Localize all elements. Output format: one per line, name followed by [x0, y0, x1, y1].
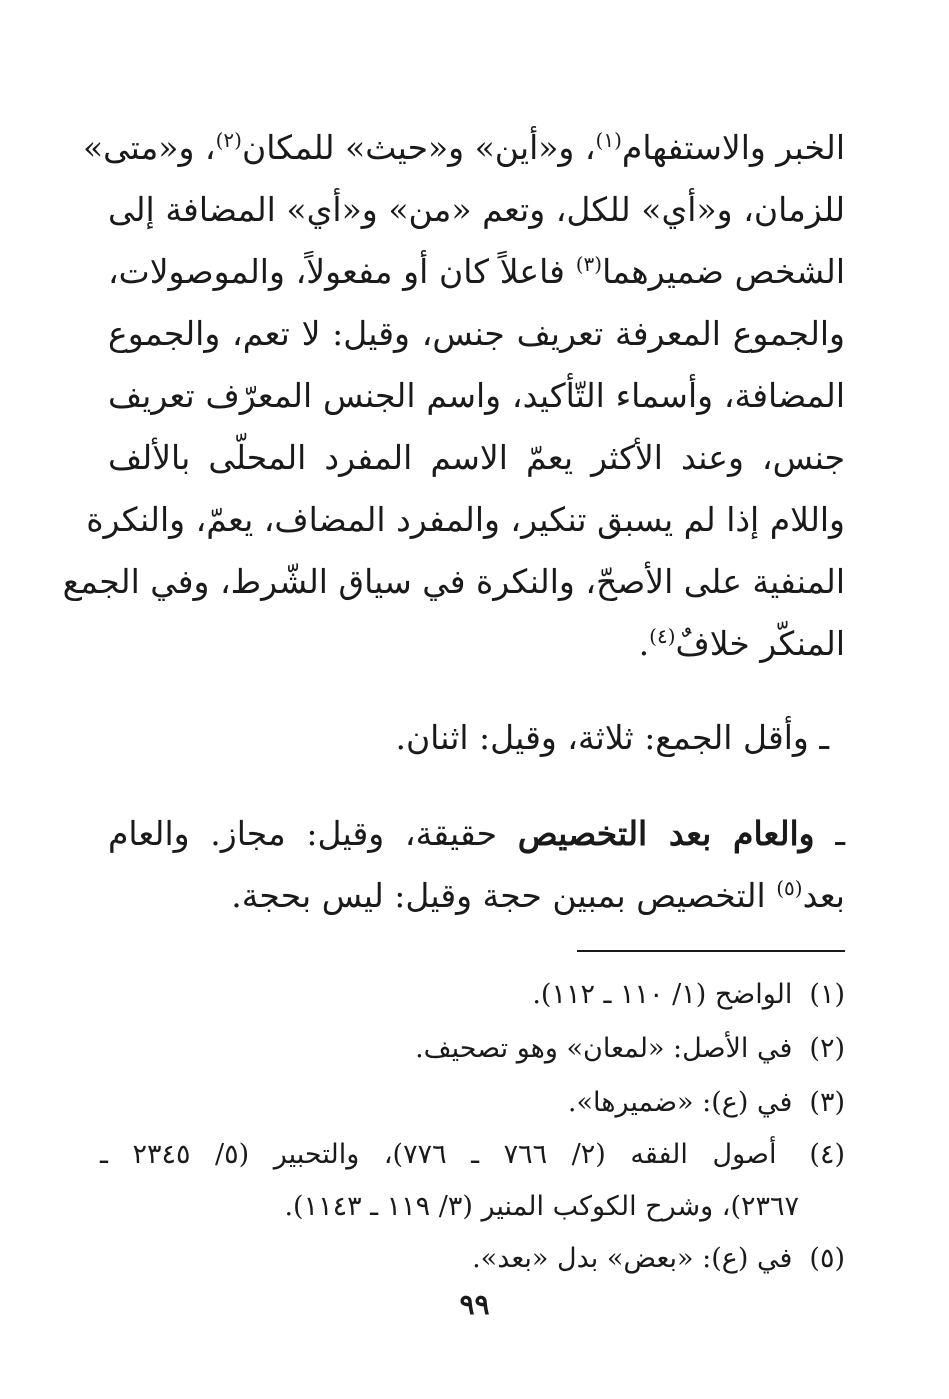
body-line-8 [62, 552, 845, 612]
bold-heading: والعام بعد التخصيص [517, 814, 815, 853]
text-segment: . [638, 624, 650, 663]
body-line-4 [108, 304, 845, 364]
footnote-ref-4[interactable]: (٤) [649, 624, 676, 648]
footnote-4-continuation [100, 1184, 799, 1230]
footnote-1 [100, 972, 845, 1018]
footnote-text: الواضح (١/ ١١٠ ـ ١١٢). [532, 979, 793, 1010]
text-segment: الخبر والاستفهام [621, 128, 845, 167]
text-segment: الشخص ضميرهما [602, 252, 845, 291]
footnote-text: ٢٣٦٧)، وشرح الكوكب المنير (٣/ ١١٩ ـ ١١٤٣). [284, 1191, 799, 1222]
body-line-9 [108, 614, 845, 674]
footnote-text: أصول الفقه (٢/ ٧٦٦ ـ ٧٧٦)، والتحبير (٥/ ٢٣٤٥ ـ [100, 1139, 777, 1170]
text-segment: والجموع المعرفة تعريف جنس، وقيل: لا تعم، والجموع [108, 314, 845, 353]
footnote-number: (٢) [809, 1033, 845, 1064]
page-number: ٩٩ [459, 1288, 490, 1321]
text-segment: ، و«أين» و«حيث» للمكان [241, 128, 596, 167]
footnote-ref-2[interactable]: (٢) [215, 128, 242, 152]
footnote-number: (٣) [809, 1087, 845, 1118]
text-segment: المنفية على الأصحّ، والنكرة في سياق الشّرط، وفي الجمع [62, 562, 845, 601]
footnote-ref-3[interactable]: (٣) [575, 252, 603, 276]
body-line-6 [108, 428, 845, 488]
footnote-4 [100, 1132, 845, 1178]
footnote-2 [100, 1026, 845, 1072]
body-line-5 [108, 366, 845, 426]
rule-general-after-specification [108, 804, 845, 864]
text-segment: فاعلاً كان أو مفعولاً، والموصولات، [108, 252, 576, 291]
footnote-ref-5[interactable]: (٥) [776, 876, 803, 900]
body-line-2 [108, 180, 845, 240]
text-segment: ، و«متى» [82, 128, 216, 167]
body-line-7 [86, 490, 845, 550]
text-segment: للزمان، و«أي» للكل، وتعم «من» و«أي» المضافة إلى [108, 190, 845, 229]
text-segment: التخصيص بمبين حجة وقيل: ليس بحجة. [231, 876, 777, 915]
footnote-number: (٤) [809, 1139, 846, 1170]
footnote-number: (٥) [809, 1243, 845, 1274]
text-segment: المضافة، وأسماء التّأكيد، واسم الجنس المعرّف تعريف [108, 376, 845, 415]
footnote-separator [577, 950, 845, 952]
text-segment: ـ [814, 814, 845, 853]
footnote-text: في الأصل: «لمعان» وهو تصحيف. [415, 1033, 793, 1064]
footnote-number: (١) [809, 979, 845, 1010]
body-line-1 [82, 118, 845, 178]
body-line-3 [108, 242, 845, 302]
text-segment: المنكّر خلافٌ [675, 624, 845, 663]
footnote-3 [100, 1080, 845, 1126]
text-segment: حقيقة، وقيل: مجاز. والعام [108, 814, 518, 853]
rule-plural-minimum [108, 708, 829, 768]
footnote-ref-1[interactable]: (١) [595, 128, 622, 152]
footnote-text: في (ع): «ضميرها». [567, 1087, 793, 1118]
rule-general-after-specification-line-2 [108, 866, 845, 926]
text-segment: جنس، وعند الأكثر يعمّ الاسم المفرد المحلّى بالألف [108, 438, 845, 477]
text-segment: بعد [802, 876, 845, 915]
footnote-text: في (ع): «بعض» بدل «بعد». [472, 1243, 793, 1274]
text-segment: واللام إذا لم يسبق تنكير، والمفرد المضاف، يعمّ، والنكرة [86, 500, 845, 539]
footnote-5 [100, 1236, 845, 1282]
text-segment: ـ وأقل الجمع: ثلاثة، وقيل: اثنان. [395, 718, 829, 757]
